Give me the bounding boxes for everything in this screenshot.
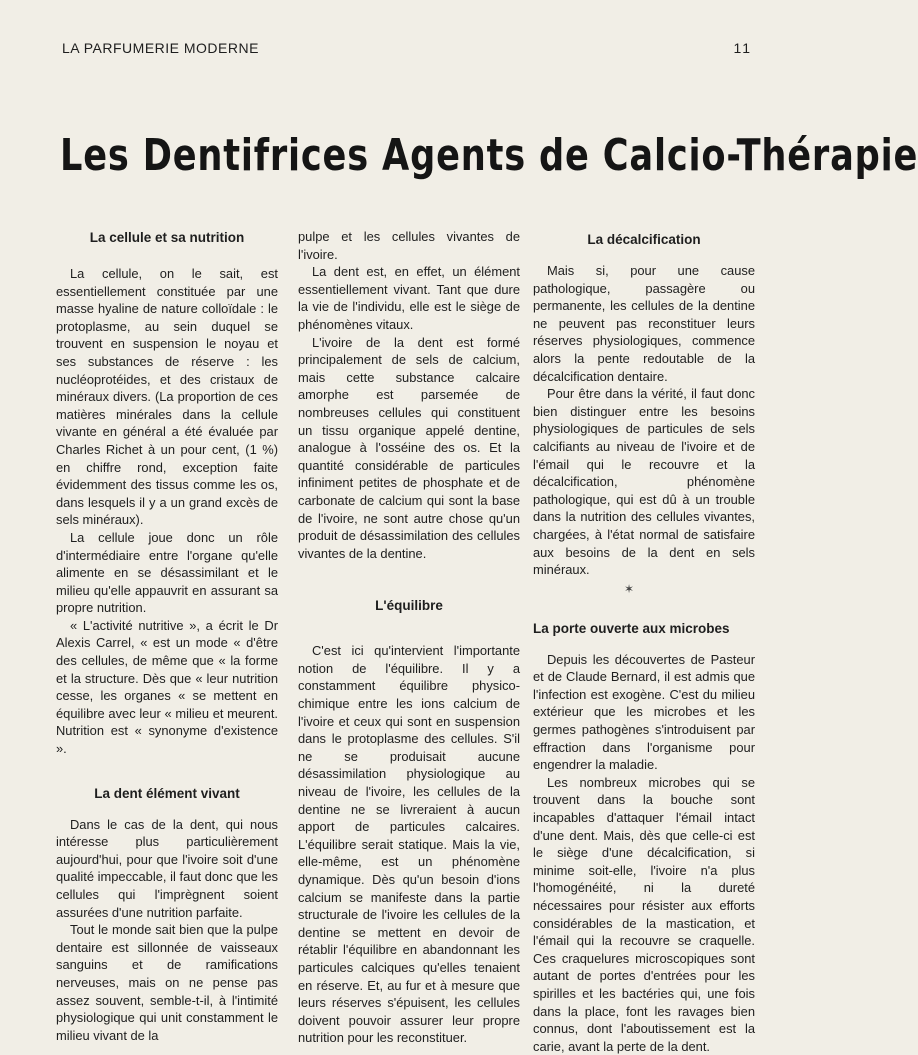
paragraph: pulpe et les cellules vivantes de l'ivoire. [298,229,520,262]
paragraph: La cellule joue donc un rôle d'intermédiaire entre l'organe qu'elle alimente en se désassimilant et le milieu qu'elle appauvrit en assurant sa propre nutrition. [56,529,278,616]
heading-equilibre: L'équilibre [375,598,443,614]
heading-decalcification: La décalcification [587,232,701,247]
column-2 [298,228,520,1047]
heading-cellule: La cellule et sa nutrition [89,230,245,245]
paragraph: « L'activité nutritive », a écrit le Dr Alexis Carrel, « est un mode « d'être des cellules, de même que « la forme et la structure. Dès que « leur nutrition cesse, les organes « se mettent en équilibre avec leur « milieu et meurent. Nutrition est « synonyme d'existence ». [56,617,278,757]
paragraph: Les nombreux microbes qui se trouvent dans la bouche sont incapables d'attaquer l'émail intact d'une dent. Mais, dès que celle-ci est le siège d'une décalcification, si minime soit-elle, l'ivoire n'a plus l'homogénéité, ni la dureté nécessaires pour résister aux efforts considérables de la mastication, et l'émail qui la recouvre se craquelle. Ces craquelures microscopiques sont autant de portes d'entrées pour les spirilles et les bactéries qui, une fois dans la place, font les ravages bien connus, dont l'aboutissement est la carie, avant la perte de la dent. [533,774,755,1054]
paragraph: La dent est, en effet, un élément essentiellement vivant. Tant que dure la vie de l'individu, elle est le siège de phénomènes vitaux. [298,264,520,332]
page-number: 11 [733,40,752,56]
heading-dent: La dent élément vivant [94,785,240,801]
paragraph: C'est ici qu'intervient l'importante notion de l'équilibre. Il y a constamment équilibre physico-chimique entre les ions calcium de l'ivoire et ceux qui sont en suspension dans le protoplasme des cellules. S'il ne se produisait aucune désassimilation physiologique au niveau de l'ivoire, les cellules de la dentine ne se livreraient à aucun apport de particules calcaires. L'équilibre serait statique. Mais la vie, elle-même, est un phénomène dynamique. Dès qu'un besoin d'ions calcium se manifeste dans la partie structurale de l'ivoire les cellules de la dentine se mettent en devoir de rétablir l'équilibre en abandonnant les particules calciques qu'elles tenaient en réserve. Et, au fur et à mesure que leurs réserves s'épuisent, les cellules doivent pouvoir assurer leur propre nutrition pour les reconstituer. [298,643,520,1046]
column-3 [533,228,755,1055]
paragraph: Tout le monde sait bien que la pulpe dentaire est sillonnée de vaisseaux sanguins et de ramifications nerveuses, mais on ne pense pas assez souvent, semble-t-il, à l'intimité physiologique qui unit constamment le milieu vivant de la [56,922,278,1043]
running-header [62,40,752,60]
heading-microbes: La porte ouverte aux microbes [533,620,730,636]
paragraph: L'ivoire de la dent est formé principalement de sels de calcium, mais cette substance calcaire amorphe est parsemée de nombreuses cellules qui constituent un tissu organique appelé dentine, analogue à l'osséine des os. Et la quantité considérable de particules infiniment petites de phosphate et de carbonate de calcium qui sont la base de l'ivoire, ne sont autre chose qu'un produit de désassimilation des cellules vivantes de la dentine. [298,334,520,561]
paragraph: La cellule, on le sait, est essentiellement constituée par une masse hyaline de nature colloïdale : le protoplasme, au sein duquel se trouvent en suspension le noyau et ses substances de réserve : les nucléoprotéides, et des cristaux de minéraux divers. (La proportion de ces matières minérales dans la cellule vivante en général a été évaluée par Charles Richet à un pour cent, (1 %) en chiffre rond, exception faite évidemment des tissus comme les os, dans lesquels il y a un grand excès de sels minéraux). [56,266,278,528]
column-1 [56,228,278,1044]
ornament-icon: ✶ [623,581,635,596]
paragraph: Pour être dans la vérité, il faut donc bien distinguer entre les besoins physiologiques de particules de sels calcifiants au niveau de l'ivoire et de l'émail qui le recouvre et la décalcification, phénomène pathologique, qui est dû à un trouble dans la nutrition des cellules vivantes, chargées, à l'état normal de satisfaire aux besoins de la dent en sels minéraux. [533,386,755,578]
paragraph: Mais si, pour une cause pathologique, passagère ou permanente, les cellules de la dentine ne peuvent pas reconstituer leurs réserves physiologiques, commence alors la pente redoutable de la décalcification dentaire. [533,263,755,384]
paragraph: Dans le cas de la dent, qui nous intéresse plus particulièrement aujourd'hui, pour que l'ivoire soit d'une qualité impeccable, il faut donc que les cellules qui l'imprègnent soient assurées d'une nutrition parfaite. [56,816,278,920]
paragraph: Depuis les découvertes de Pasteur et de Claude Bernard, il est admis que l'infection est exogène. C'est du milieu extérieur que les microbes et les germes pathogènes s'introduisent par effraction dans l'organisme pour engendrer la maladie. [533,651,755,773]
article-title: Les Dentifrices Agents de Calcio-Thérapie [60,130,918,181]
journal-name: LA PARFUMERIE MODERNE [62,40,259,56]
